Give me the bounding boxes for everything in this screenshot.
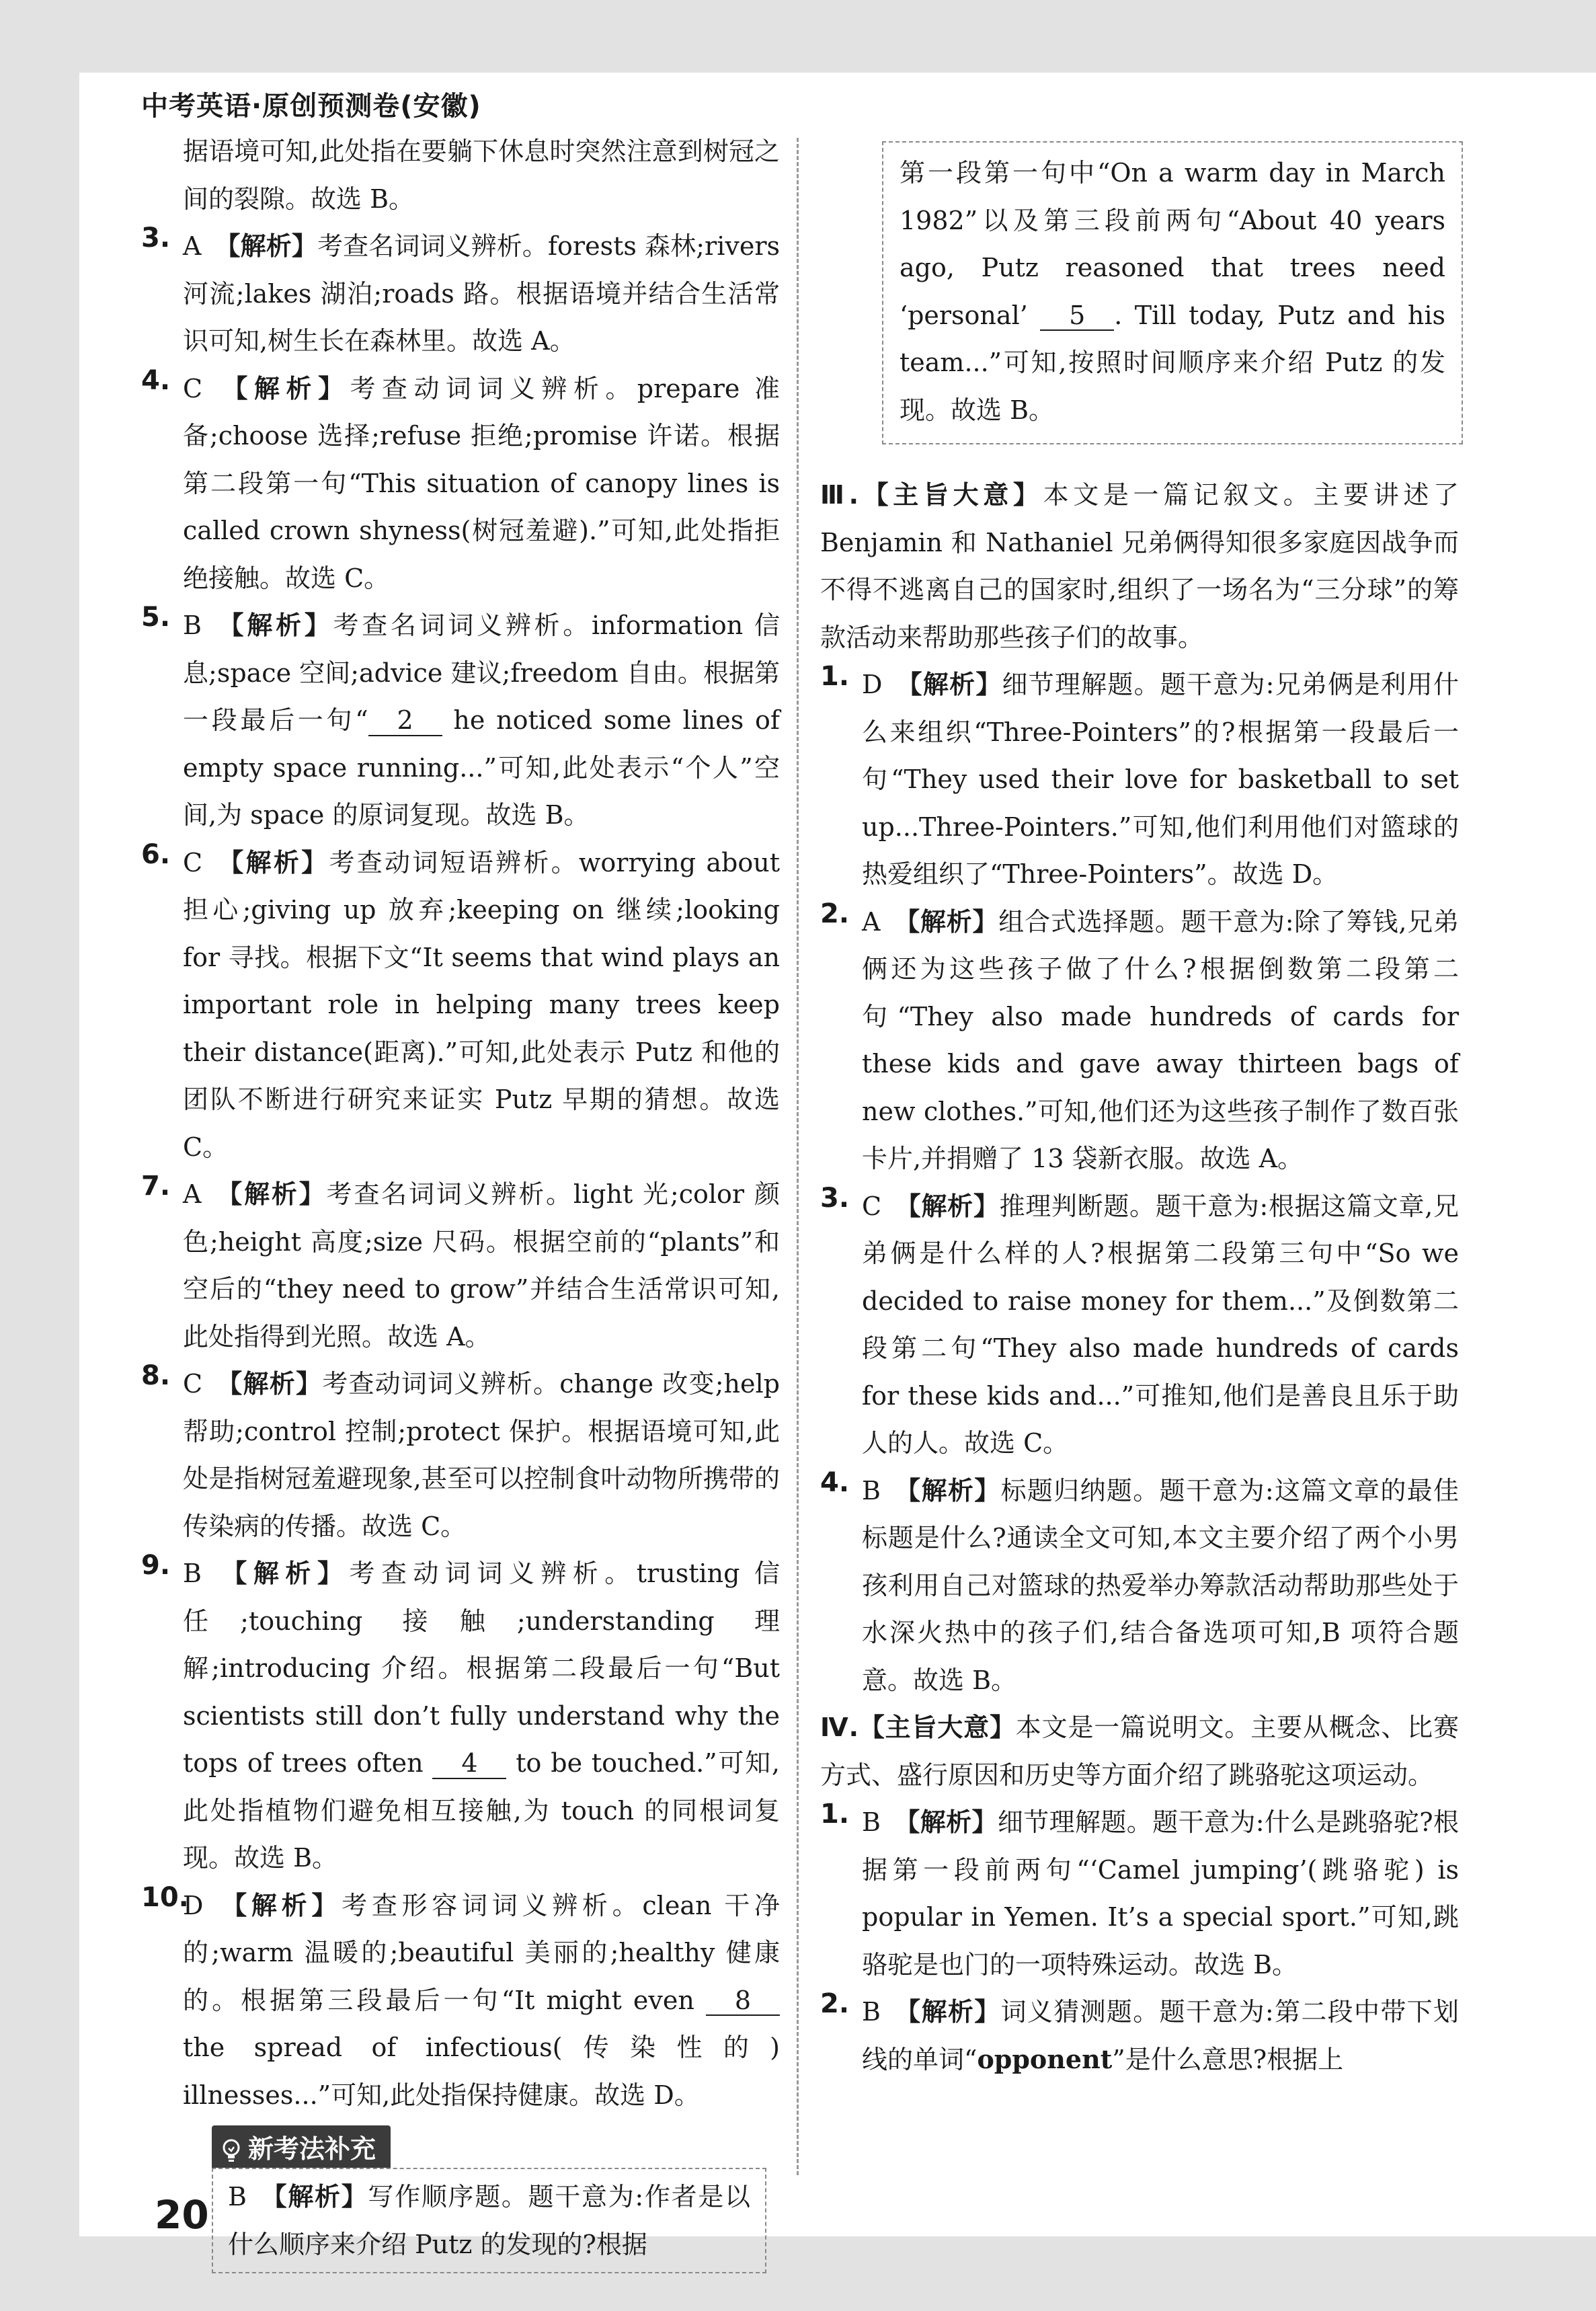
item-explanation: 推理判断题。题干意为:根据这篇文章,兄弟俩是什么样的人?根据第二段第三句中“So we decided to raise money for them...”及倒数第二段第二句“They also made hundreds of cards for these kids and...”可推知,他们是善良且乐于助人的人。故选 C。 bbox=[862, 1191, 1459, 1458]
box-pre: 第一段第一句中“On a warm day in March 1982”以及第三段前两句“About 40 years ago, Putz reasoned that trees need ‘personal’ bbox=[900, 158, 1445, 330]
answer-item bbox=[820, 1183, 1459, 1467]
item-tag: 【解析】 bbox=[214, 611, 333, 640]
item-answer: B bbox=[183, 1559, 202, 1588]
item-number: 2. bbox=[820, 1988, 850, 2019]
intro-paragraph: 据语境可知,此处指在要躺下休息时突然注意到树冠之间的裂隙。故选 B。 bbox=[183, 136, 780, 214]
callout-continuation-box bbox=[882, 141, 1463, 444]
item-answer: A bbox=[183, 231, 202, 261]
item-number: 2. bbox=[820, 898, 850, 929]
section-4-text: 本文是一篇说明文。主要从概念、比赛方式、盛行原因和历史等方面介绍了跳骆驼这项运动。 bbox=[820, 1713, 1459, 1790]
item-answer: B bbox=[183, 611, 202, 640]
item-blank: 8 bbox=[706, 1987, 780, 2016]
page-header: 中考英语·原创预测卷(安徽) bbox=[141, 91, 481, 122]
item-text bbox=[183, 1882, 780, 2119]
item-blank: 4 bbox=[432, 1750, 506, 1779]
item-explanation: 考查名词词义辨析。forests 森林;rivers 河流;lakes 湖泊;roads 路。根据语境并结合生活常识可知,树生长在森林里。故选 A。 bbox=[183, 231, 780, 356]
item-text bbox=[183, 839, 780, 1171]
section-3-text: 本文是一篇记叙文。主要讲述了 Benjamin 和 Nathaniel 兄弟俩得知很多家庭因战争而不得不逃离自己的国家时,组织了一场名为“三分球”的筹款活动来帮助那些孩子们的故事。 bbox=[820, 480, 1459, 652]
item-text bbox=[862, 1467, 1459, 1705]
item-text bbox=[183, 223, 780, 365]
item-tag: 【解析】 bbox=[214, 1559, 350, 1588]
box-post: . Till today, Putz and his team...”可知,按照时间顺序来介绍 Putz 的发现。故选 B。 bbox=[900, 300, 1445, 425]
item-tag: 【解析】 bbox=[895, 670, 1002, 699]
answer-item bbox=[820, 1988, 1459, 2083]
item-explanation: 考查动词短语辨析。worrying about 担心;giving up 放弃;keeping on 继续;looking for 寻找。根据下文“It seems that wind plays an important role in helping many trees keep their distance(距离).”可知,此处表示 Putz 和他的团队不断进行研究来证实 Putz 早期的猜想。故选 C。 bbox=[183, 847, 780, 1162]
callout-body bbox=[212, 2168, 766, 2273]
item-explanation-pre: 考查形容词词义辨析。clean 干净的;warm 温暖的;beautiful 美丽的;healthy 健康的。根据第三段最后一句“It might even bbox=[183, 1890, 780, 2015]
right-column bbox=[820, 128, 1459, 2083]
item-text bbox=[862, 898, 1459, 1183]
item-answer: D bbox=[183, 1890, 204, 1920]
item-tag: 【解析】 bbox=[216, 1890, 342, 1920]
item-explanation: 细节理解题。题干意为:兄弟俩是利用什么来组织“Three-Pointers”的?根据第一段最后一句“They used their love for basketball to set up...Three-Pointers.”可知,他们利用他们对篮球的热爱组织了“Three-Pointers”。故选 D。 bbox=[862, 670, 1459, 889]
item-explanation: 考查动词词义辨析。change 改变;help 帮助;control 控制;protect 保护。根据语境可知,此处是指树冠羞避现象,甚至可以控制食叶动物所携带的传染病的传播。故选 C。 bbox=[183, 1369, 780, 1541]
item-text bbox=[862, 661, 1459, 898]
item-number: 10. bbox=[141, 1881, 189, 1913]
section-4-title: Ⅳ.【主旨大意】 bbox=[820, 1713, 1016, 1742]
item-answer: C bbox=[183, 373, 203, 403]
answer-item bbox=[141, 1360, 780, 1550]
answer-item bbox=[141, 839, 780, 1171]
item-explanation-pre: 词义猜测题。题干意为:第二段中带下划线的单词“ bbox=[862, 1997, 1459, 2074]
column-divider bbox=[797, 138, 799, 2175]
item-explanation-post: he noticed some lines of empty space running...”可知,此处表示“个人”空间,为 space 的原词复现。故选 B。 bbox=[183, 705, 780, 830]
item-number: 7. bbox=[141, 1171, 171, 1202]
answer-item bbox=[820, 661, 1459, 898]
item-answer: C bbox=[862, 1191, 882, 1221]
item-text bbox=[862, 1799, 1459, 1988]
left-column bbox=[141, 128, 780, 2273]
answer-item bbox=[141, 365, 780, 602]
item-number: 9. bbox=[141, 1550, 171, 1581]
item-text bbox=[183, 1171, 780, 1360]
answer-item bbox=[141, 1171, 780, 1360]
item-tag: 【解析】 bbox=[216, 1369, 323, 1399]
item-text bbox=[183, 365, 780, 602]
item-answer: A bbox=[183, 1179, 202, 1209]
item-tag: 【解析】 bbox=[893, 906, 999, 937]
left-answer-list bbox=[141, 223, 780, 2119]
section-3-summary bbox=[820, 471, 1459, 661]
box-text bbox=[900, 149, 1445, 434]
answer-item bbox=[141, 1882, 780, 2119]
item-text bbox=[862, 1183, 1459, 1467]
item-tag: 【解析】 bbox=[893, 1475, 1001, 1505]
item-blank: 2 bbox=[368, 707, 442, 736]
callout-tab bbox=[212, 2125, 391, 2168]
section-4-summary bbox=[820, 1704, 1459, 1799]
item-answer: A bbox=[862, 906, 881, 937]
box-blank: 5 bbox=[1040, 302, 1114, 331]
item-explanation: 考查名词词义辨析。light 光;color 颜色;height 高度;size 尺码。根据空前的“plants”和空后的“they need to grow”并结合生活常识可知,此处指得到光照。故选 A。 bbox=[183, 1179, 780, 1352]
item-number: 1. bbox=[820, 661, 850, 692]
item-number: 6. bbox=[141, 838, 171, 870]
item-tag: 【解析】 bbox=[216, 373, 350, 403]
item-tag: 【解析】 bbox=[214, 231, 317, 261]
item-explanation-post: to be touched.”可知,此处指植物们避免相互接触,为 touch 的同根词复现。故选 B。 bbox=[183, 1748, 780, 1873]
answer-item bbox=[820, 1467, 1459, 1705]
answer-item bbox=[820, 898, 1459, 1183]
item-explanation-post: ”是什么意思?根据上 bbox=[1112, 2044, 1344, 2074]
new-question-callout bbox=[212, 2125, 766, 2273]
answer-item bbox=[820, 1799, 1459, 1988]
item-answer: B bbox=[862, 1475, 881, 1505]
section-3-title: Ⅲ.【主旨大意】 bbox=[820, 480, 1043, 510]
answer-item bbox=[141, 602, 780, 839]
item-explanation-pre: 考查动词词义辨析。trusting 信任;touching 接触;understanding 理解;introducing 介绍。根据第二段最后一句“But scientists still don’t fully understand why the tops of trees often bbox=[183, 1559, 780, 1778]
item-text bbox=[183, 602, 780, 839]
item-explanation: 细节理解题。题干意为:什么是跳骆驼?根据第一段前两句“‘Camel jumping’(跳骆驼) is popular in Yemen. It’s a special sport.”可知,跳骆驼是也门的一项特殊运动。故选 B。 bbox=[862, 1807, 1459, 1980]
item-number: 3. bbox=[820, 1182, 850, 1214]
section-3-answer-list bbox=[820, 661, 1459, 1704]
callout-explanation: 写作顺序题。题干意为:作者是以什么顺序来介绍 Putz 的发现的?根据 bbox=[228, 2182, 750, 2259]
item-explanation-post: the spread of infectious(传染性的) illnesses...”可知,此处指保持健康。故选 D。 bbox=[183, 2033, 780, 2110]
item-answer: C bbox=[183, 847, 203, 877]
answer-item bbox=[141, 1550, 780, 1882]
item-tag: 【解析】 bbox=[214, 1179, 327, 1209]
item-explanation-pre: 考查名词词义辨析。information 信息;space 空间;advice 建议;freedom 自由。根据第一段最后一句“ bbox=[183, 611, 780, 735]
item-number: 5. bbox=[141, 602, 171, 633]
section-4-answer-list bbox=[820, 1799, 1459, 2083]
page-number: 20 bbox=[155, 2192, 209, 2238]
item-answer: B bbox=[862, 1997, 881, 2027]
item-text bbox=[862, 1988, 1459, 2083]
item-text bbox=[183, 1360, 780, 1550]
item-explanation: 组合式选择题。题干意为:除了筹钱,兄弟俩还为这些孩子做了什么?根据倒数第二段第二句“They also made hundreds of cards for these kids and gave away thirteen bags of new clothes.”可知,他们还为这些孩子制作了数百张卡片,并捐赠了 13 袋新衣服。故选 A。 bbox=[862, 906, 1459, 1173]
item-explanation: 考查动词词义辨析。prepare 准备;choose 选择;refuse 拒绝;promise 许诺。根据第二段第一句“This situation of canopy lines is called crown shyness(树冠羞避).”可知,此处指拒绝接触。故选 C。 bbox=[183, 373, 780, 593]
lightbulb-icon bbox=[221, 2139, 241, 2163]
item-tag: 【解析】 bbox=[216, 847, 329, 877]
item-explanation: 标题归纳题。题干意为:这篇文章的最佳标题是什么?通读全文可知,本文主要介绍了两个小男孩利用自己对篮球的热爱举办筹款活动帮助那些处于水深火热中的孩子们,结合备选项可知,B 项符合题意。故选 B。 bbox=[862, 1475, 1459, 1695]
item-number: 4. bbox=[141, 364, 171, 396]
item-number: 4. bbox=[820, 1466, 850, 1498]
answer-item bbox=[141, 223, 780, 365]
callout-answer: B bbox=[228, 2182, 247, 2211]
item-text bbox=[183, 1550, 780, 1882]
callout-tag: 【解析】 bbox=[260, 2182, 368, 2211]
item-keyword: opponent bbox=[977, 2043, 1113, 2074]
callout-text bbox=[228, 2173, 750, 2268]
item-tag: 【解析】 bbox=[893, 1807, 998, 1837]
callout-tab-label: 新考法补充 bbox=[248, 2134, 376, 2164]
item-number: 8. bbox=[141, 1360, 171, 1391]
item-answer: B bbox=[862, 1807, 881, 1837]
item-number: 3. bbox=[141, 223, 171, 253]
item-tag: 【解析】 bbox=[893, 1997, 1001, 2027]
item-answer: D bbox=[862, 670, 883, 699]
item-number: 1. bbox=[820, 1799, 850, 1830]
item-tag: 【解析】 bbox=[895, 1191, 1000, 1221]
item-answer: C bbox=[183, 1369, 203, 1399]
